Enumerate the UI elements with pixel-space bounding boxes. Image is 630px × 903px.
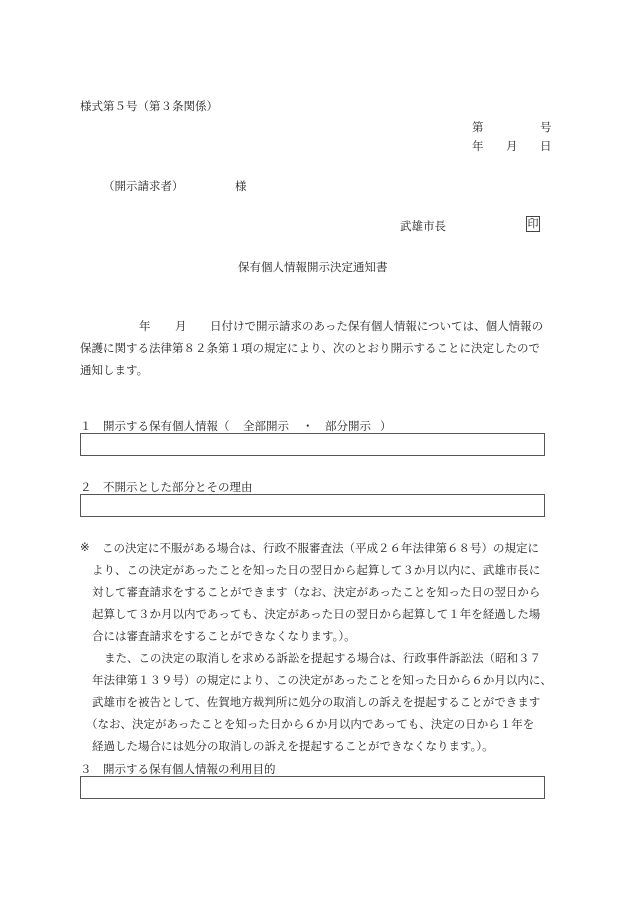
body-line-3: 通知します。 [80, 363, 149, 377]
document-title: 保有個人情報開示決定通知書 [238, 260, 388, 274]
note-line: 年法律第１３９号）の規定により、この決定があったことを知った日から６か月以内に、 [92, 673, 552, 687]
honorific: 様 [235, 179, 247, 193]
body-month: 月 [175, 319, 187, 333]
option-partial-disclosure: 部分開示 [325, 419, 371, 433]
requester-label: （開示請求者） [103, 179, 184, 193]
note-line: 起算して３か月以内であっても、決定があった日の翌日から起算して１年を経過した場 [92, 607, 541, 621]
section-3-label: ３ 開示する保有個人情報の利用目的 [80, 762, 276, 776]
note-line: 合には審査請求をすることができなくなります。）。 [92, 629, 356, 643]
body-year: 年 [139, 319, 151, 333]
body-line-1: 日付けで開示請求のあった保有個人情報については、個人情報の [210, 319, 544, 333]
section-1-close: ） [380, 419, 392, 433]
date-month: 月 [506, 139, 518, 153]
note-line: この決定に不服がある場合は、行政不服審査法（平成２６年法律第６８号）の規定に [102, 541, 539, 555]
doc-number-suffix: 号 [540, 120, 552, 134]
mayor-name: 武雄市長 [400, 219, 446, 233]
section-2-field[interactable] [80, 494, 545, 517]
seal-mark: 印 [527, 217, 539, 230]
note-mark: ※ [80, 540, 90, 554]
note-line: 対して審査請求をすることができます（なお、決定があったことを知った日の翌日から [92, 585, 541, 599]
option-full-disclosure: 全部開示 [243, 419, 289, 433]
note-line: より、この決定があったことを知った日の翌日から起算して３か月以内に、武雄市長に [92, 563, 541, 577]
form-id: 様式第５号（第３条関係） [80, 99, 218, 113]
note-line: 経過した場合には処分の取消しの訴えを提起することができなくなります。）。 [92, 739, 494, 753]
section-1-label: １ 開示する保有個人情報（ [80, 419, 230, 433]
date-year: 年 [472, 139, 484, 153]
doc-number-prefix: 第 [472, 120, 484, 134]
note-line: （なお、決定があったことを知った日から６か月以内であっても、決定の日から１年を [86, 717, 535, 731]
note-line: また、この決定の取消しを求める訴訟を提起する場合は、行政事件訴訟法（昭和３７ [104, 651, 541, 665]
date-day: 日 [540, 139, 552, 153]
section-2-label: ２ 不開示とした部分とその理由 [80, 480, 253, 494]
note-line: 武雄市を被告として、佐賀地方裁判所に処分の取消しの訴えを提起することができます [92, 695, 541, 709]
section-1-field[interactable] [80, 433, 545, 456]
option-separator: ・ [302, 419, 314, 433]
body-line-2: 保護に関する法律第８２条第１項の規定により、次のとおり開示することに決定したので [80, 341, 540, 355]
section-3-field[interactable] [80, 776, 545, 799]
